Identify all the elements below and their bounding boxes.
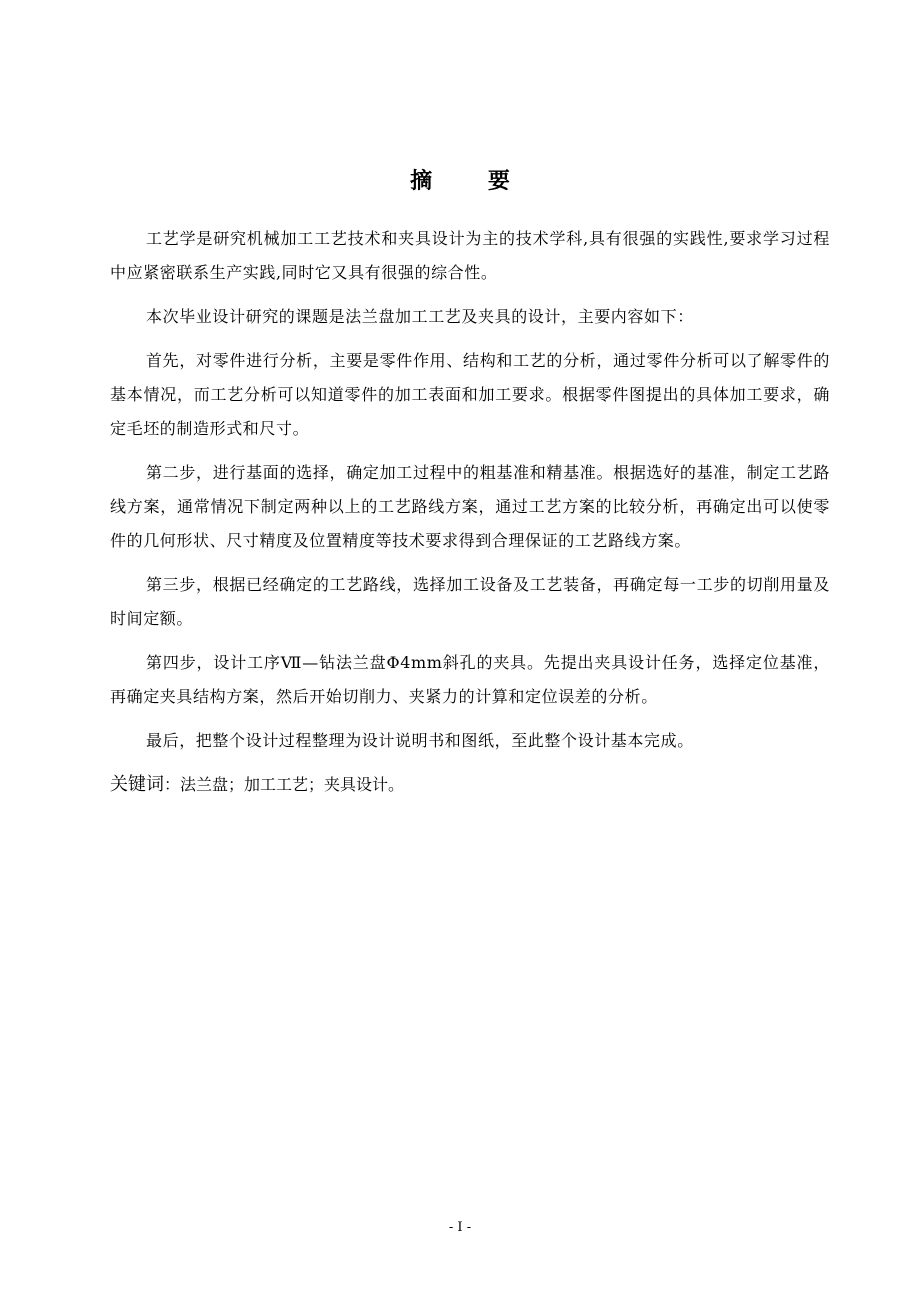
abstract-body [110,222,830,802]
keywords-line [110,768,830,802]
paragraph-topic: 本次毕业设计研究的课题是法兰盘加工工艺及夹具的设计，主要内容如下： [146,307,694,326]
paragraph-step-four: 第四步，设计工序Ⅶ—钻法兰盘Φ4mm斜孔的夹具。先提出夹具设计任务，选择定位基准，再确定夹具结构方案，然后开始切削力、夹紧力的计算和定位误差的分析。 [110,653,830,706]
paragraph-final: 最后，把整个设计过程整理为设计说明书和图纸，至此整个设计基本完成。 [146,731,694,750]
paragraph-step-two: 第二步，进行基面的选择，确定加工过程中的粗基准和精基准。根据选好的基准，制定工艺路线方案，通常情况下制定两种以上的工艺路线方案，通过工艺方案的比较分析，再确定出可以使零件的几何形状、尺寸精度及位置精度等技术要求得到合理保证的工艺路线方案。 [110,463,830,550]
page-number: - I - [448,1220,472,1235]
paragraph-step-one: 首先，对零件进行分析，主要是零件作用、结构和工艺的分析，通过零件分析可以了解零件的基本情况，而工艺分析可以知道零件的加工表面和加工要求。根据零件图提出的具体加工要求，确定毛坯的制造形式和尺寸。 [110,351,830,438]
paragraph-intro: 工艺学是研究机械加工工艺技术和夹具设计为主的技术学科,具有很强的实践性,要求学习过程中应紧密联系生产实践,同时它又具有很强的综合性。 [110,229,830,282]
keywords-text: ：法兰盘；加工工艺；夹具设计。 [164,775,405,794]
keywords-label: 关键词 [110,774,164,795]
paragraph-step-three: 第三步，根据已经确定的工艺路线，选择加工设备及工艺装备，再确定每一工步的切削用量及时间定额。 [110,575,830,628]
abstract-title: 摘 要 [410,169,534,194]
